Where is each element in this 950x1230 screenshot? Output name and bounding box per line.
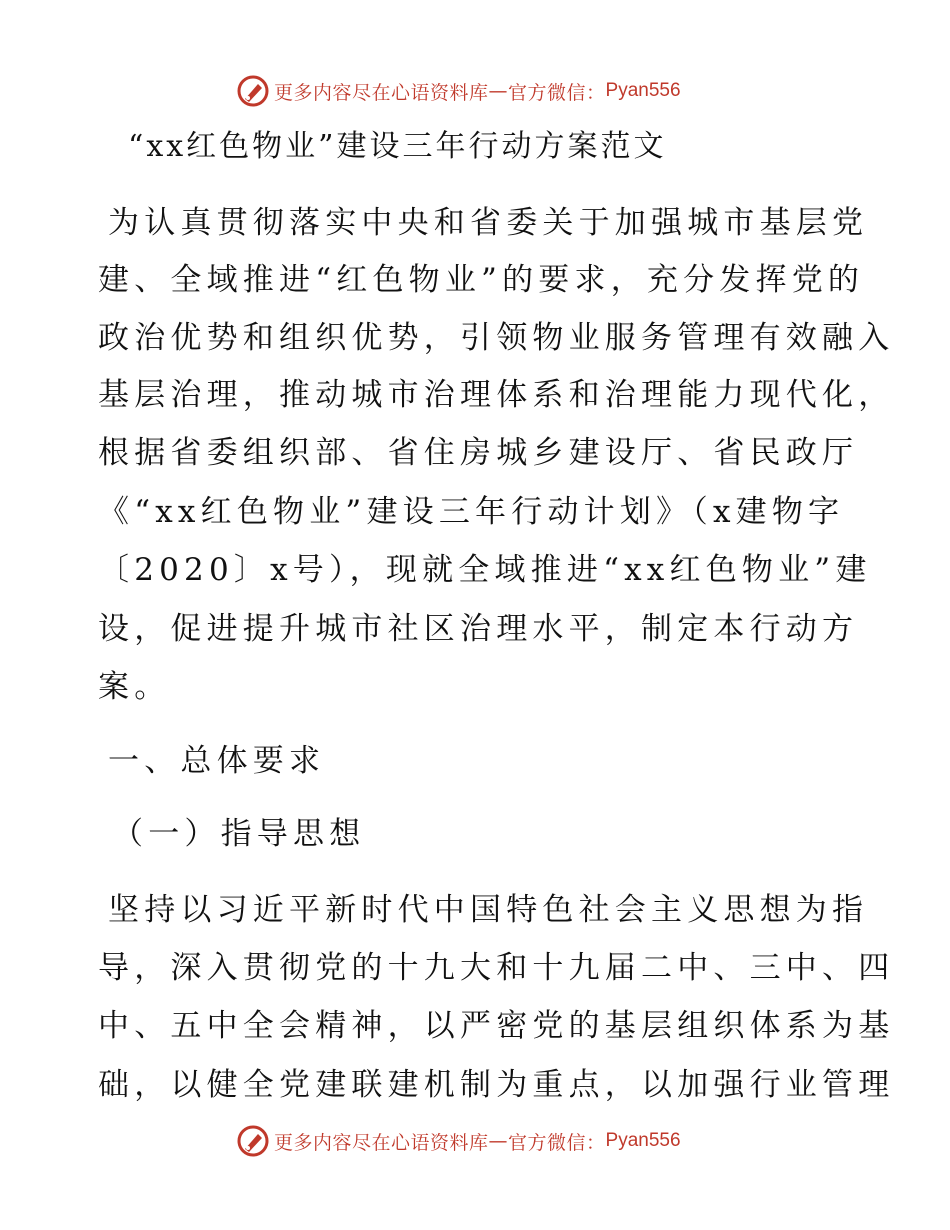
text-line: 为认真贯彻落实中央和省委关于加强城市基层党 bbox=[108, 205, 869, 241]
text-line: 政治优势和组织优势，引领物业服务管理有效融入 bbox=[98, 320, 895, 356]
watermark-separator: — bbox=[488, 80, 509, 102]
text-line: 坚持以习近平新时代中国特色社会主义思想为指 bbox=[108, 892, 869, 928]
pen-nib-logo-icon bbox=[236, 1124, 270, 1158]
text-line: 础，以健全党建联建机制为重点，以加强行业管理 bbox=[98, 1067, 895, 1103]
section-heading: 一、总体要求 bbox=[108, 743, 326, 779]
watermark-text: 更多内容尽在心语资料库 bbox=[274, 1131, 489, 1154]
subsection-heading: （一）指导思想 bbox=[112, 816, 366, 852]
watermark-contact: 官方微信： bbox=[508, 81, 606, 104]
text-line: 〔2020〕x号），现就全域推进“xx红色物业”建 bbox=[98, 552, 872, 588]
watermark-separator: — bbox=[488, 1130, 509, 1152]
watermark-footer bbox=[236, 1123, 681, 1159]
document-title: “xx红色物业”建设三年行动方案范文 bbox=[128, 129, 667, 164]
watermark-id: Pyan556 bbox=[605, 1130, 681, 1151]
text-line: 设，促进提升城市社区治理水平，制定本行动方 bbox=[98, 611, 859, 647]
text-line: 案。 bbox=[98, 669, 171, 705]
text-line: 《“xx红色物业”建设三年行动计划》（x建物字 bbox=[98, 494, 845, 530]
text-line: 建、全域推进“红色物业”的要求，充分发挥党的 bbox=[98, 262, 865, 298]
watermark-contact: 官方微信： bbox=[508, 1131, 606, 1154]
text-line: 导，深入贯彻党的十九大和十九届二中、三中、四 bbox=[98, 950, 895, 986]
watermark-id: Pyan556 bbox=[605, 80, 681, 101]
text-line: 基层治理，推动城市治理体系和治理能力现代化， bbox=[98, 377, 895, 413]
watermark-text: 更多内容尽在心语资料库 bbox=[274, 81, 489, 104]
text-line: 中、五中全会精神，以严密党的基层组织体系为基 bbox=[98, 1008, 895, 1044]
text-line: 根据省委组织部、省住房城乡建设厅、省民政厅 bbox=[98, 435, 859, 471]
pen-nib-logo-icon bbox=[236, 74, 270, 108]
watermark-header bbox=[236, 73, 681, 109]
